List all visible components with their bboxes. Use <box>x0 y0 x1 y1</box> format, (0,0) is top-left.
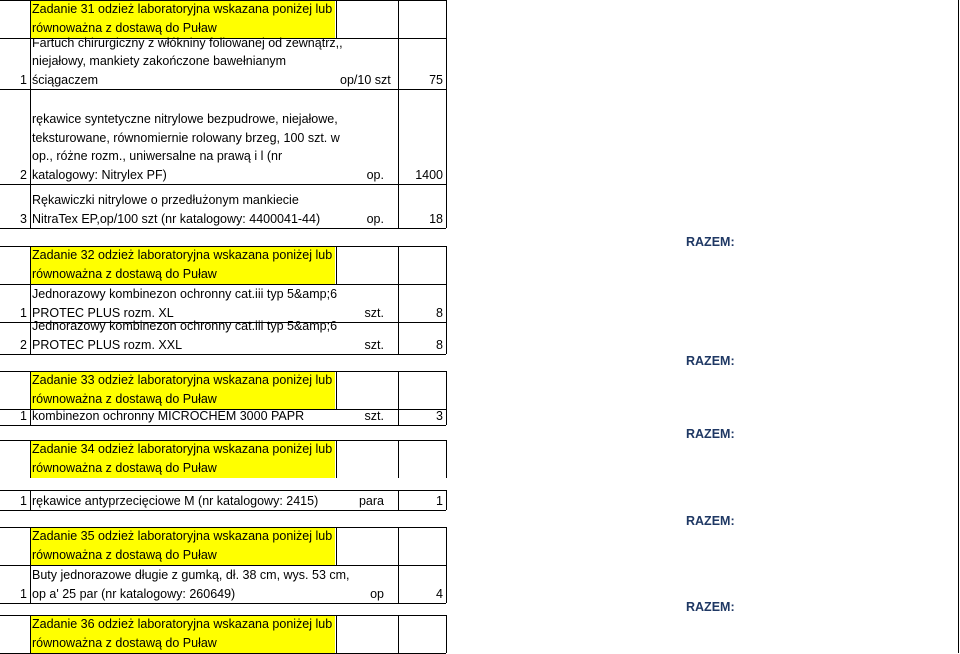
grid-line-h <box>0 0 446 1</box>
grid-line-h <box>0 184 446 185</box>
item-lp[interactable]: 2 <box>20 167 27 182</box>
section-title[interactable] <box>30 527 335 565</box>
item-lp[interactable]: 3 <box>20 211 27 226</box>
grid-line-v <box>30 184 31 228</box>
total-label: RAZEM: <box>686 427 735 441</box>
item-lp[interactable]: 1 <box>20 305 27 320</box>
item-description-line: ściągaczem <box>32 72 98 87</box>
total-label: RAZEM: <box>686 235 735 249</box>
grid-line-v <box>398 371 399 409</box>
item-unit[interactable]: szt. <box>364 305 384 320</box>
grid-line-v <box>446 0 447 38</box>
grid-line-h <box>0 603 446 604</box>
item-quantity[interactable]: 8 <box>436 337 443 352</box>
item-unit[interactable]: szt. <box>364 337 384 352</box>
item-description-line: kombinezon ochronny MICROCHEM 3000 PAPR <box>32 408 305 423</box>
item-description-line: Jednorazowy kombinezon ochronny cat.iii typ 5&amp;6 <box>32 287 338 301</box>
section-title-line: Zadanie 33 odzież laboratoryjna wskazana poniżej lub <box>32 373 333 387</box>
item-description-line: PROTEC PLUS rozm. XL <box>32 305 174 320</box>
grid-line-v <box>446 89 447 184</box>
section-title-line: Zadanie 35 odzież laboratoryjna wskazana poniżej lub <box>32 529 333 543</box>
grid-line-h <box>0 615 446 616</box>
item-description-line: PROTEC PLUS rozm. XXL <box>32 337 183 352</box>
item-description[interactable] <box>32 317 337 354</box>
section-title-line: równoważna z dostawą do Puław <box>32 635 217 650</box>
item-description-line: Fartuch chirurgiczny z włókniny foliowanej od zewnątrz,, <box>32 35 343 50</box>
section-title-line: równoważna z dostawą do Puław <box>32 20 217 35</box>
grid-line-v <box>30 615 31 653</box>
item-unit[interactable]: op/10 szt <box>340 72 391 87</box>
item-description-line: rękawice antyprzecięciowe M (nr katalogowy: 2415) <box>32 493 319 508</box>
grid-line-v <box>446 322 447 354</box>
grid-line-v <box>30 440 31 478</box>
grid-line-v <box>336 527 337 565</box>
grid-line-v <box>336 246 337 284</box>
section-title-line: równoważna z dostawą do Puław <box>32 391 217 406</box>
grid-line-v <box>398 527 399 565</box>
section-title-line: równoważna z dostawą do Puław <box>32 266 217 281</box>
section-title-line: Zadanie 31 odzież laboratoryjna wskazana poniżej lub <box>32 2 333 16</box>
section-title[interactable] <box>30 440 335 478</box>
item-unit[interactable]: para <box>358 493 384 508</box>
grid-line-v <box>30 527 31 565</box>
grid-line-h <box>0 89 446 90</box>
item-lp[interactable]: 1 <box>20 586 27 601</box>
section-title-line: równoważna z dostawą do Puław <box>32 460 217 475</box>
grid-line-v <box>336 371 337 409</box>
section-title-line: Zadanie 34 odzież laboratoryjna wskazana poniżej lub <box>32 442 333 456</box>
grid-line-v <box>398 246 399 284</box>
grid-line-v <box>30 246 31 284</box>
grid-line-h <box>0 354 446 355</box>
grid-line-v <box>446 527 447 565</box>
item-description-line: katalogowy: Nitrylex PF) <box>32 167 167 182</box>
item-description[interactable] <box>32 407 304 426</box>
item-quantity[interactable]: 3 <box>436 408 443 423</box>
item-unit[interactable]: op. <box>366 211 384 226</box>
grid-line-v <box>30 322 31 354</box>
total-label: RAZEM: <box>686 354 735 368</box>
grid-line-h <box>0 510 446 511</box>
grid-line-h <box>0 371 446 372</box>
grid-line-v <box>30 409 31 425</box>
item-description-line: Buty jednorazowe długie z gumką, dł. 38 cm, wys. 53 cm, <box>32 568 350 582</box>
grid-line-v <box>446 409 447 425</box>
item-quantity[interactable]: 8 <box>436 305 443 320</box>
grid-line-v <box>30 565 31 603</box>
item-description[interactable] <box>32 34 343 90</box>
total-label: RAZEM: <box>686 600 735 614</box>
item-lp[interactable]: 2 <box>20 337 27 352</box>
grid-line-v <box>30 284 31 322</box>
section-title[interactable] <box>30 371 335 409</box>
item-quantity[interactable]: 4 <box>436 586 443 601</box>
section-title[interactable] <box>30 246 335 284</box>
grid-line-h <box>0 228 446 229</box>
grid-line-v <box>30 89 31 184</box>
grid-line-v <box>30 490 31 510</box>
grid-line-v <box>398 0 399 38</box>
grid-line-v <box>30 0 31 38</box>
item-unit[interactable]: op. <box>366 167 384 182</box>
item-description[interactable] <box>32 492 318 511</box>
total-label: RAZEM: <box>686 514 735 528</box>
grid-line-v <box>958 0 959 653</box>
item-lp[interactable]: 1 <box>20 72 27 87</box>
grid-line-h <box>0 425 446 426</box>
item-description-line: Rękawiczki nitrylowe o przedłużonym mankiecie <box>32 193 299 207</box>
item-description-line: niejałowy, mankiety zakończone bawełnianym <box>32 54 287 68</box>
item-unit[interactable]: op <box>370 586 384 601</box>
item-unit[interactable]: szt. <box>364 408 384 423</box>
item-description[interactable] <box>32 191 320 228</box>
item-lp[interactable]: 1 <box>20 408 27 423</box>
grid-line-v <box>446 440 447 478</box>
item-description[interactable] <box>32 566 350 603</box>
grid-line-h <box>0 527 446 528</box>
grid-line-v <box>398 615 399 653</box>
grid-line-v <box>30 38 31 89</box>
item-quantity[interactable]: 1400 <box>415 167 443 182</box>
grid-line-v <box>30 371 31 409</box>
grid-line-v <box>336 440 337 478</box>
item-quantity[interactable]: 18 <box>429 211 443 226</box>
grid-line-v <box>336 0 337 38</box>
section-title-line: Zadanie 36 odzież laboratoryjna wskazana poniżej lub <box>32 617 333 631</box>
item-quantity[interactable]: 1 <box>436 493 443 508</box>
item-description[interactable] <box>32 110 340 184</box>
grid-line-v <box>446 565 447 603</box>
grid-line-v <box>336 615 337 653</box>
section-title-line: Zadanie 32 odzież laboratoryjna wskazana poniżej lub <box>32 248 333 262</box>
item-quantity[interactable]: 75 <box>429 72 443 87</box>
grid-line-v <box>446 246 447 284</box>
item-description-line: teksturowane, równomiernie rolowany brzeg, 100 szt. w <box>32 130 340 145</box>
section-title[interactable] <box>30 0 335 38</box>
grid-line-v <box>446 615 447 653</box>
section-title-line: równoważna z dostawą do Puław <box>32 547 217 562</box>
grid-line-v <box>446 284 447 322</box>
grid-line-v <box>446 490 447 510</box>
grid-line-h <box>0 440 446 441</box>
grid-line-v <box>446 38 447 89</box>
section-title[interactable] <box>30 615 335 653</box>
item-description-line: op a' 25 par (nr katalogowy: 260649) <box>32 586 236 601</box>
grid-line-v <box>446 184 447 228</box>
item-description-line: rękawice syntetyczne nitrylowe bezpudrowe, niejałowe, <box>32 112 338 126</box>
item-lp[interactable]: 1 <box>20 493 27 508</box>
grid-line-h <box>0 246 446 247</box>
grid-line-v <box>398 440 399 478</box>
item-description-line: Jednorazowy kombinezon ochronny cat.iii typ 5&amp;6 <box>32 319 338 333</box>
grid-line-v <box>446 371 447 409</box>
item-description-line: NitraTex EP,op/100 szt (nr katalogowy: 4400041-44) <box>32 211 321 226</box>
item-description-line: op., różne rozm., uniwersalne na prawą i l (nr <box>32 149 283 163</box>
